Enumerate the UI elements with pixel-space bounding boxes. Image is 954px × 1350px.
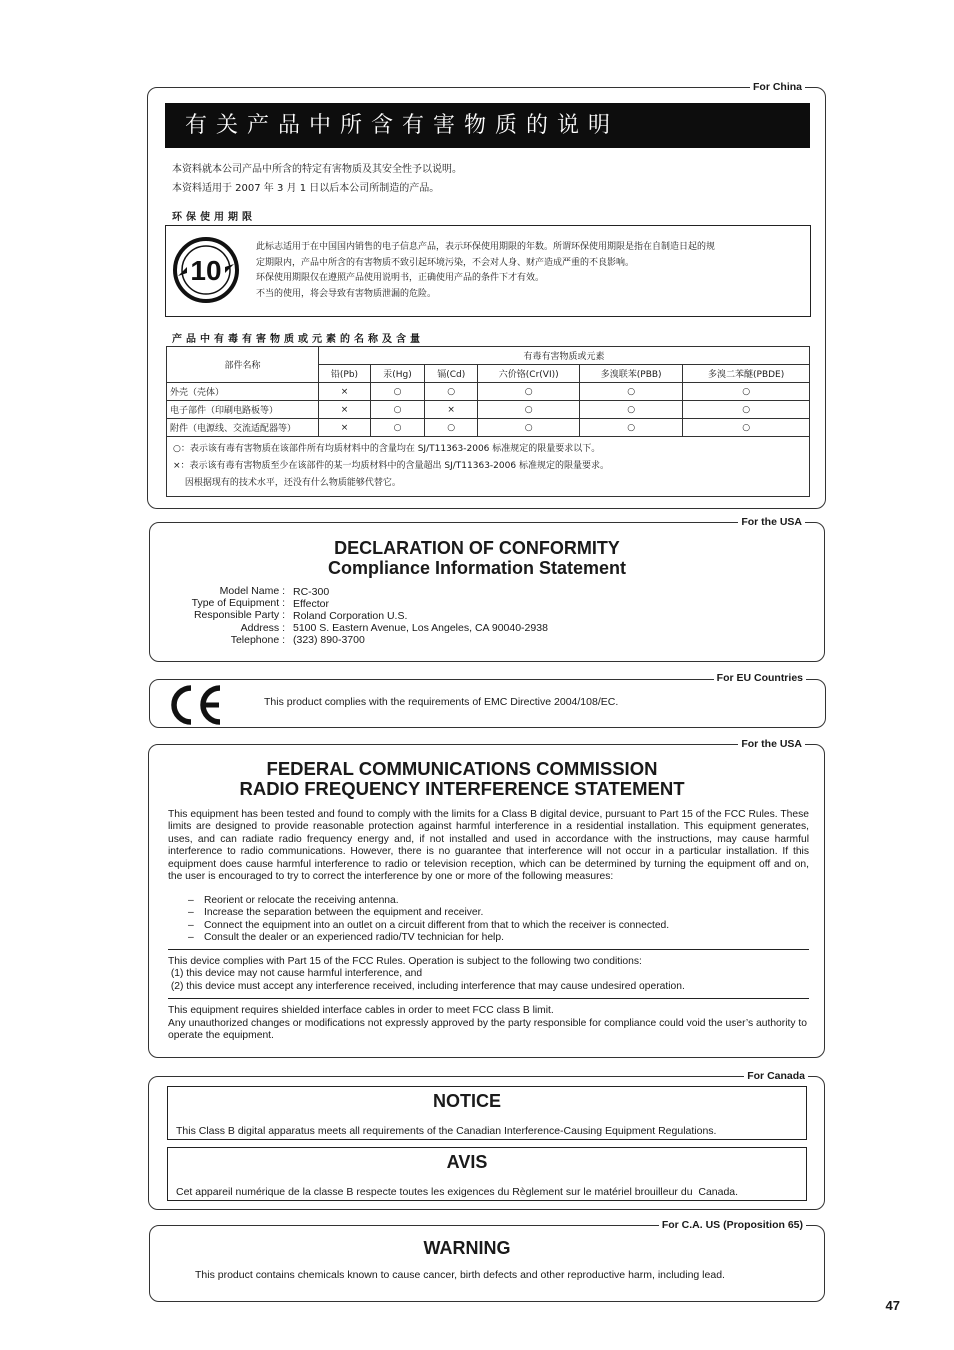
col-header: 铅(Pb) xyxy=(319,365,371,383)
fcc-measure-2: – Increase the separation between the equipment and receiver. xyxy=(188,907,484,918)
measure-text: Consult the dealer or an experienced radio/TV technician for help. xyxy=(204,932,504,943)
col-header: 汞(Hg) xyxy=(371,365,425,383)
fcc-divider-1 xyxy=(168,949,809,950)
doc-subtitle: Compliance Information Statement xyxy=(327,558,627,578)
table-cell: ○ xyxy=(478,383,580,401)
substance-group-header: 有毒有害物质或元素 xyxy=(319,347,810,365)
responsible-party-value: Roland Corporation U.S. xyxy=(293,610,408,622)
fcc-paragraph-4: Any unauthorized changes or modifications not expressly approved by the party responsible for compliance could void the user’s authority to operate the equipment. xyxy=(168,1018,807,1042)
prop65-section xyxy=(149,1225,825,1302)
note-line: ○：表示该有毒有害物质在该部件所有均质材料中的含量均在 SJ/T11363-2006 标准规定的限量要求以下。 xyxy=(173,444,601,454)
eu-compliance-text: This product complies with the requirements of EMC Directive 2004/108/EC. xyxy=(264,696,619,708)
table-cell: × xyxy=(425,401,478,419)
page-number: 47 xyxy=(885,1298,900,1313)
note-line: 因根据现有的技术水平，还没有什么物质能够代替它。 xyxy=(173,478,401,488)
fcc-measure-4: – Consult the dealer or an experienced radio/TV technician for help. xyxy=(188,932,504,943)
model-name-label: Model Name : xyxy=(219,585,285,597)
table-cell: ○ xyxy=(580,401,683,419)
fcc-measure-3: – Connect the equipment into an outlet on a circuit different from that to which the receiver is connected. xyxy=(188,920,670,931)
address-value: 5100 S. Eastern Avenue, Los Angeles, CA 90040-2938 xyxy=(293,622,548,634)
table-cell: ○ xyxy=(580,419,683,437)
fcc-paragraph-1: This equipment has been tested and found to comply with the limits for a Class B digital device, pursuant to Part 15 of the FCC Rules. These limits are designed to provide reasonable protection against harmful interference in a residential installation. This equipment generates, uses, and can radiate radio frequency energy and, if not installed and used in accordance with the instructions, may cause harmful interference to radio communications. However, there is no guarantee that interference will not occur in a particular installation. If this equipment does cause harmful interference to radio or television reception, which can be determined by turning the equipment off and on, the user is encouraged to try to correct the interference by one or more of the following measures: xyxy=(168,809,809,883)
responsible-party-label: Responsible Party : xyxy=(193,609,285,621)
table-cell: × xyxy=(319,383,371,401)
notice-text: This Class B digital apparatus meets all requirements of the Canadian Interference-Causing Equipment Regulations. xyxy=(176,1125,717,1137)
table-row xyxy=(167,383,810,401)
table-row xyxy=(167,401,810,419)
col-header: 多溴二苯醚(PBDE) xyxy=(683,365,810,383)
china-title: 有关产品中所含有害物质的说明 xyxy=(165,103,810,148)
table-row xyxy=(167,419,810,437)
table-notes xyxy=(167,437,810,497)
china-intro-1: 本资料就本公司产品中所含的特定有害物质及其安全性予以说明。 xyxy=(172,164,462,175)
fcc-measure-1: – Reorient or relocate the receiving antenna. xyxy=(188,895,399,906)
fcc-subtitle: RADIO FREQUENCY INTERFERENCE STATEMENT xyxy=(239,778,685,799)
row-label: 附件（电源线、交流适配器等） xyxy=(167,419,319,437)
avis-title: AVIS xyxy=(446,1152,488,1172)
env-logo-number: 10 xyxy=(190,255,222,286)
model-name-value: RC-300 xyxy=(293,586,330,598)
col-header: 镉(Cd) xyxy=(425,365,478,383)
col-header: 多溴联苯(PBB) xyxy=(580,365,683,383)
env-period-heading: 环保使用期限 xyxy=(172,212,256,223)
warning-text: This product contains chemicals known to cause cancer, birth defects and other reproductive harm, including lead. xyxy=(195,1269,725,1281)
table-cell: ○ xyxy=(371,401,425,419)
china-region-tag: For China xyxy=(750,81,805,93)
table-cell: ○ xyxy=(425,419,478,437)
measure-text: Connect the equipment into an outlet on a circuit different from that to which the receiver is connected. xyxy=(204,920,670,931)
doc-title: DECLARATION OF CONFORMITY xyxy=(334,538,620,558)
table-cell: ○ xyxy=(683,401,810,419)
row-label: 外壳（壳体） xyxy=(167,383,319,401)
env-line-4: 不当的使用，将会导致有害物质泄漏的危险。 xyxy=(256,288,437,299)
address-label: Address : xyxy=(240,622,285,634)
env-line-3: 环保使用期限仅在遵照产品使用说明书，正确使用产品的条件下才有效。 xyxy=(256,273,545,283)
china-intro-2: 本资料适用于 2007 年 3 月 1 日以后本公司所制造的产品。 xyxy=(172,183,440,194)
canada-region-tag: For Canada xyxy=(744,1070,808,1082)
env-protection-period-logo-icon xyxy=(172,236,240,304)
equipment-type-value: Effector xyxy=(293,598,329,610)
table-cell: ○ xyxy=(478,401,580,419)
avis-text: Cet appareil numérique de la classe B respecte toutes les exigences du Règlement sur le matériel brouilleur du Canada. xyxy=(176,1186,739,1198)
fcc-paragraph-2: This device complies with Part 15 of the FCC Rules. Operation is subject to the following two conditions: xyxy=(168,956,642,967)
env-period-text xyxy=(256,240,715,302)
warning-title: WARNING xyxy=(423,1238,511,1258)
env-period-box xyxy=(165,225,811,317)
prop65-region-tag: For C.A. US (Proposition 65) xyxy=(659,1219,806,1231)
ce-mark-icon xyxy=(165,684,225,726)
row-label: 电子部件（印刷电路板等） xyxy=(167,401,319,419)
table-cell: ○ xyxy=(683,419,810,437)
table-cell: ○ xyxy=(371,383,425,401)
table-cell: ○ xyxy=(425,383,478,401)
table-cell: × xyxy=(319,401,371,419)
fcc-condition-1: (1) this device may not cause harmful interference, and xyxy=(168,968,423,979)
fcc-paragraph-3: This equipment requires shielded interface cables in order to meet FCC class B limit. xyxy=(168,1005,554,1016)
measure-text: Reorient or relocate the receiving antenna. xyxy=(204,895,399,906)
table-cell: ○ xyxy=(478,419,580,437)
fcc-divider-2 xyxy=(168,998,809,999)
note-line: ×：表示该有毒有害物质至少在该部件的某一均质材料中的含量超出 SJ/T11363-2006 标准规定的限量要求。 xyxy=(173,461,609,471)
telephone-label: Telephone : xyxy=(230,634,285,646)
table-cell: ○ xyxy=(580,383,683,401)
doc-region-tag: For the USA xyxy=(738,516,805,528)
table-cell: ○ xyxy=(683,383,810,401)
env-line-1: 此标志适用于在中国国内销售的电子信息产品，表示环保使用期限的年数。所谓环保使用期限是指在自制造日起的规 xyxy=(256,242,716,252)
hazardous-substance-table xyxy=(166,346,810,497)
part-name-header: 部件名称 xyxy=(167,347,319,383)
measure-text: Increase the separation between the equipment and receiver. xyxy=(204,907,484,918)
equipment-type-label: Type of Equipment : xyxy=(191,597,285,609)
fcc-region-tag: For the USA xyxy=(738,738,805,750)
env-line-2: 定期限内，产品中所含的有害物质不致引起环境污染，不会对人身、财产造成严重的不良影响。 xyxy=(256,257,635,268)
telephone-value: (323) 890-3700 xyxy=(293,634,365,646)
substance-table-heading: 产品中有毒有害物质或元素的名称及含量 xyxy=(172,334,424,345)
fcc-title: FEDERAL COMMUNICATIONS COMMISSION xyxy=(266,758,658,779)
fcc-condition-2: (2) this device must accept any interference received, including interference that may cause undesired operation. xyxy=(168,981,685,992)
eu-region-tag: For EU Countries xyxy=(714,672,806,684)
notice-title: NOTICE xyxy=(432,1091,501,1111)
table-cell: ○ xyxy=(371,419,425,437)
table-cell: × xyxy=(319,419,371,437)
col-header: 六价铬(Cr(VI)) xyxy=(478,365,580,383)
